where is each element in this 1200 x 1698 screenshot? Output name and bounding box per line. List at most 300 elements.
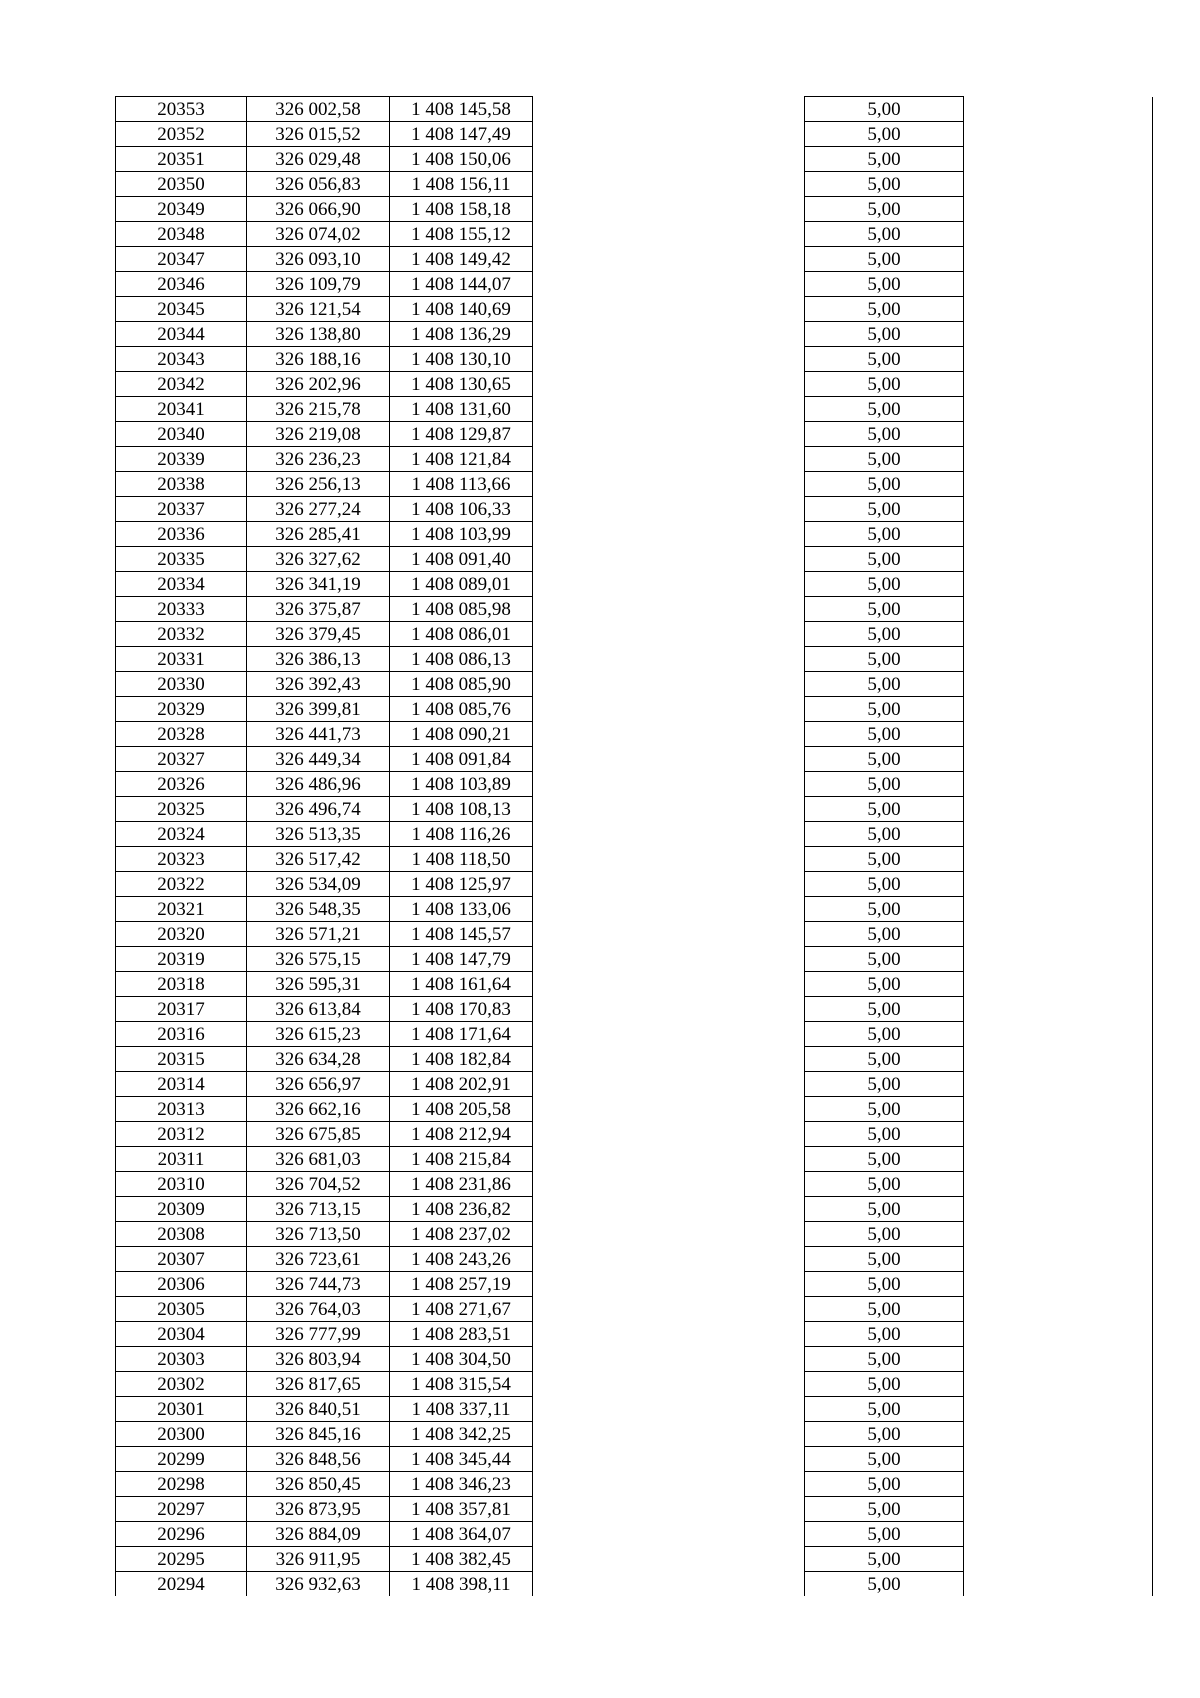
coordinate-x-cell: 326 845,16 [247,1422,390,1447]
coordinate-y-cell: 1 408 150,06 [390,147,533,172]
point-number-cell: 20333 [116,597,247,622]
value-cell: 5,00 [805,1247,964,1272]
empty-cell [964,1372,1153,1397]
coordinate-x-cell: 326 571,21 [247,922,390,947]
table-row [116,672,1153,697]
coordinate-y-cell: 1 408 315,54 [390,1372,533,1397]
empty-cell [964,1247,1153,1272]
empty-cell [964,747,1153,772]
empty-cell [533,647,805,672]
value-cell: 5,00 [805,1272,964,1297]
empty-cell [964,797,1153,822]
point-number-cell: 20318 [116,972,247,997]
value-cell: 5,00 [805,772,964,797]
empty-cell [533,247,805,272]
point-number-cell: 20329 [116,697,247,722]
value-cell: 5,00 [805,1397,964,1422]
empty-cell [533,1122,805,1147]
table-row [116,272,1153,297]
coordinate-y-cell: 1 408 090,21 [390,722,533,747]
coordinate-x-cell: 326 681,03 [247,1147,390,1172]
table-row [116,1522,1153,1547]
coordinate-x-cell: 326 840,51 [247,1397,390,1422]
coordinate-y-cell: 1 408 145,58 [390,97,533,122]
value-cell: 5,00 [805,272,964,297]
empty-cell [533,172,805,197]
empty-cell [533,847,805,872]
coordinate-y-cell: 1 408 171,64 [390,1022,533,1047]
coordinate-y-cell: 1 408 108,13 [390,797,533,822]
coordinate-y-cell: 1 408 205,58 [390,1097,533,1122]
empty-cell [964,1497,1153,1522]
empty-cell [964,372,1153,397]
table-row [116,372,1153,397]
coordinate-y-cell: 1 408 215,84 [390,1147,533,1172]
coordinate-x-cell: 326 713,15 [247,1197,390,1222]
empty-cell [964,947,1153,972]
coordinate-x-cell: 326 662,16 [247,1097,390,1122]
table-row [116,572,1153,597]
coordinate-y-cell: 1 408 086,01 [390,622,533,647]
empty-cell [533,1347,805,1372]
value-cell: 5,00 [805,572,964,597]
table-row [116,1372,1153,1397]
empty-cell [533,197,805,222]
coordinate-x-cell: 326 575,15 [247,947,390,972]
empty-cell [964,1197,1153,1222]
table-row [116,222,1153,247]
empty-cell [964,672,1153,697]
table-row [116,872,1153,897]
value-cell: 5,00 [805,422,964,447]
empty-cell [533,822,805,847]
coordinate-y-cell: 1 408 118,50 [390,847,533,872]
value-cell: 5,00 [805,797,964,822]
empty-cell [533,747,805,772]
coordinate-y-cell: 1 408 085,98 [390,597,533,622]
table-row [116,897,1153,922]
coordinate-x-cell: 326 723,61 [247,1247,390,1272]
coordinate-x-cell: 326 441,73 [247,722,390,747]
coordinate-x-cell: 326 066,90 [247,197,390,222]
empty-cell [964,472,1153,497]
coordinate-x-cell: 326 873,95 [247,1497,390,1522]
point-number-cell: 20311 [116,1147,247,1172]
coordinate-x-cell: 326 513,35 [247,822,390,847]
table-row [116,697,1153,722]
empty-cell [964,1397,1153,1422]
coordinate-x-cell: 326 375,87 [247,597,390,622]
table-row [116,1197,1153,1222]
point-number-cell: 20294 [116,1572,247,1597]
point-number-cell: 20326 [116,772,247,797]
point-number-cell: 20339 [116,447,247,472]
table-row [116,797,1153,822]
point-number-cell: 20325 [116,797,247,822]
empty-cell [964,322,1153,347]
value-cell: 5,00 [805,922,964,947]
empty-cell [964,872,1153,897]
coordinate-x-cell: 326 803,94 [247,1347,390,1372]
coordinate-x-cell: 326 850,45 [247,1472,390,1497]
point-number-cell: 20317 [116,997,247,1022]
coordinate-y-cell: 1 408 091,40 [390,547,533,572]
coordinate-x-cell: 326 595,31 [247,972,390,997]
value-cell: 5,00 [805,1147,964,1172]
empty-cell [533,1197,805,1222]
point-number-cell: 20319 [116,947,247,972]
table-row [116,847,1153,872]
value-cell: 5,00 [805,397,964,422]
point-number-cell: 20298 [116,1472,247,1497]
value-cell: 5,00 [805,97,964,122]
empty-cell [964,1222,1153,1247]
table-row [116,122,1153,147]
point-number-cell: 20346 [116,272,247,297]
empty-cell [533,1222,805,1247]
coordinate-y-cell: 1 408 113,66 [390,472,533,497]
table-row [116,747,1153,772]
empty-cell [964,1547,1153,1572]
empty-cell [964,647,1153,672]
coordinate-y-cell: 1 408 156,11 [390,172,533,197]
coordinate-x-cell: 326 341,19 [247,572,390,597]
empty-cell [533,497,805,522]
coordinate-y-cell: 1 408 182,84 [390,1047,533,1072]
coordinate-y-cell: 1 408 147,79 [390,947,533,972]
table-row [116,622,1153,647]
point-number-cell: 20320 [116,922,247,947]
point-number-cell: 20324 [116,822,247,847]
table-row [116,472,1153,497]
value-cell: 5,00 [805,1572,964,1597]
empty-cell [533,972,805,997]
coordinate-x-cell: 326 486,96 [247,772,390,797]
table-row [116,522,1153,547]
empty-cell [533,772,805,797]
value-cell: 5,00 [805,322,964,347]
point-number-cell: 20309 [116,1197,247,1222]
point-number-cell: 20297 [116,1497,247,1522]
coordinate-x-cell: 326 884,09 [247,1522,390,1547]
value-cell: 5,00 [805,222,964,247]
coordinate-y-cell: 1 408 155,12 [390,222,533,247]
empty-cell [533,1047,805,1072]
empty-cell [964,497,1153,522]
value-cell: 5,00 [805,197,964,222]
table-row [116,647,1153,672]
point-number-cell: 20331 [116,647,247,672]
point-number-cell: 20299 [116,1447,247,1472]
table-row [116,1022,1153,1047]
coordinate-x-cell: 326 236,23 [247,447,390,472]
empty-cell [533,672,805,697]
table-row [116,1147,1153,1172]
value-cell: 5,00 [805,947,964,972]
empty-cell [533,1172,805,1197]
empty-cell [533,272,805,297]
empty-cell [533,572,805,597]
coordinate-y-cell: 1 408 271,67 [390,1297,533,1322]
coordinate-y-cell: 1 408 236,82 [390,1197,533,1222]
table-row [116,1397,1153,1422]
empty-cell [533,1072,805,1097]
coordinate-x-cell: 326 613,84 [247,997,390,1022]
empty-cell [533,322,805,347]
table-row [116,997,1153,1022]
value-cell: 5,00 [805,822,964,847]
empty-cell [533,1447,805,1472]
empty-cell [964,572,1153,597]
coordinate-y-cell: 1 408 202,91 [390,1072,533,1097]
table-row [116,772,1153,797]
empty-cell [964,422,1153,447]
point-number-cell: 20337 [116,497,247,522]
coordinate-y-cell: 1 408 398,11 [390,1572,533,1597]
table-row [116,397,1153,422]
point-number-cell: 20313 [116,1097,247,1122]
point-number-cell: 20307 [116,1247,247,1272]
empty-cell [533,347,805,372]
value-cell: 5,00 [805,1222,964,1247]
point-number-cell: 20316 [116,1022,247,1047]
table-row [116,1247,1153,1272]
point-number-cell: 20352 [116,122,247,147]
point-number-cell: 20327 [116,747,247,772]
table-row [116,97,1153,122]
point-number-cell: 20314 [116,1072,247,1097]
coordinate-x-cell: 326 656,97 [247,1072,390,1097]
empty-cell [533,447,805,472]
value-cell: 5,00 [805,722,964,747]
value-cell: 5,00 [805,997,964,1022]
table-row [116,1122,1153,1147]
coordinate-y-cell: 1 408 147,49 [390,122,533,147]
value-cell: 5,00 [805,147,964,172]
empty-cell [533,622,805,647]
table-row [116,547,1153,572]
empty-cell [964,822,1153,847]
empty-cell [964,1322,1153,1347]
table-row [116,147,1153,172]
table-row [116,1547,1153,1572]
empty-cell [964,997,1153,1022]
value-cell: 5,00 [805,472,964,497]
point-number-cell: 20344 [116,322,247,347]
value-cell: 5,00 [805,1022,964,1047]
empty-cell [964,1422,1153,1447]
empty-cell [533,1522,805,1547]
value-cell: 5,00 [805,1322,964,1347]
empty-cell [533,397,805,422]
table-row [116,1447,1153,1472]
point-number-cell: 20341 [116,397,247,422]
point-number-cell: 20304 [116,1322,247,1347]
coordinate-x-cell: 326 911,95 [247,1547,390,1572]
value-cell: 5,00 [805,1172,964,1197]
coordinate-x-cell: 326 327,62 [247,547,390,572]
point-number-cell: 20348 [116,222,247,247]
coordinate-y-cell: 1 408 103,89 [390,772,533,797]
table-row [116,1347,1153,1372]
empty-cell [533,997,805,1022]
table-row [116,722,1153,747]
coordinate-y-cell: 1 408 131,60 [390,397,533,422]
coordinate-x-cell: 326 219,08 [247,422,390,447]
value-cell: 5,00 [805,497,964,522]
value-cell: 5,00 [805,1497,964,1522]
coordinate-x-cell: 326 399,81 [247,697,390,722]
point-number-cell: 20302 [116,1372,247,1397]
point-number-cell: 20340 [116,422,247,447]
coordinate-y-cell: 1 408 116,26 [390,822,533,847]
table-row [116,1497,1153,1522]
value-cell: 5,00 [805,847,964,872]
value-cell: 5,00 [805,1522,964,1547]
coordinate-y-cell: 1 408 130,65 [390,372,533,397]
value-cell: 5,00 [805,1472,964,1497]
table-row [116,1047,1153,1072]
value-cell: 5,00 [805,1047,964,1072]
point-number-cell: 20300 [116,1422,247,1447]
empty-cell [533,1472,805,1497]
point-number-cell: 20332 [116,622,247,647]
empty-cell [533,1572,805,1597]
value-cell: 5,00 [805,1447,964,1472]
coordinate-y-cell: 1 408 231,86 [390,1172,533,1197]
empty-cell [533,297,805,322]
coordinate-x-cell: 326 138,80 [247,322,390,347]
empty-cell [964,722,1153,747]
point-number-cell: 20351 [116,147,247,172]
empty-cell [964,122,1153,147]
coordinate-y-cell: 1 408 304,50 [390,1347,533,1372]
point-number-cell: 20343 [116,347,247,372]
value-cell: 5,00 [805,1197,964,1222]
value-cell: 5,00 [805,447,964,472]
table-row [116,822,1153,847]
coordinate-y-cell: 1 408 283,51 [390,1322,533,1347]
empty-cell [964,1472,1153,1497]
empty-cell [964,1297,1153,1322]
coordinate-y-cell: 1 408 342,25 [390,1422,533,1447]
empty-cell [964,1122,1153,1147]
value-cell: 5,00 [805,672,964,697]
empty-cell [964,847,1153,872]
coordinate-y-cell: 1 408 237,02 [390,1222,533,1247]
coordinate-x-cell: 326 449,34 [247,747,390,772]
coordinate-y-cell: 1 408 357,81 [390,1497,533,1522]
value-cell: 5,00 [805,1097,964,1122]
coordinate-x-cell: 326 256,13 [247,472,390,497]
table-row [116,1572,1153,1597]
empty-cell [533,547,805,572]
coordinate-y-cell: 1 408 257,19 [390,1272,533,1297]
coordinate-x-cell: 326 202,96 [247,372,390,397]
point-number-cell: 20342 [116,372,247,397]
table-row [116,1097,1153,1122]
point-number-cell: 20322 [116,872,247,897]
empty-cell [964,297,1153,322]
point-number-cell: 20295 [116,1547,247,1572]
empty-cell [533,722,805,747]
coordinate-x-cell: 326 744,73 [247,1272,390,1297]
value-cell: 5,00 [805,1372,964,1397]
empty-cell [964,547,1153,572]
coordinate-x-cell: 326 074,02 [247,222,390,247]
table-row [116,1422,1153,1447]
value-cell: 5,00 [805,247,964,272]
table-row [116,1322,1153,1347]
empty-cell [964,272,1153,297]
coordinate-x-cell: 326 015,52 [247,122,390,147]
empty-cell [533,1097,805,1122]
empty-cell [964,1347,1153,1372]
point-number-cell: 20305 [116,1297,247,1322]
coordinate-y-cell: 1 408 130,10 [390,347,533,372]
empty-cell [533,472,805,497]
coordinate-x-cell: 326 713,50 [247,1222,390,1247]
coordinate-x-cell: 326 002,58 [247,97,390,122]
coordinate-y-cell: 1 408 364,07 [390,1522,533,1547]
coordinate-y-cell: 1 408 085,76 [390,697,533,722]
empty-cell [533,147,805,172]
point-number-cell: 20334 [116,572,247,597]
empty-cell [964,347,1153,372]
table-row [116,497,1153,522]
empty-cell [533,1547,805,1572]
point-number-cell: 20296 [116,1522,247,1547]
coordinate-x-cell: 326 379,45 [247,622,390,647]
value-cell: 5,00 [805,897,964,922]
point-number-cell: 20347 [116,247,247,272]
empty-cell [533,1147,805,1172]
coordinate-x-cell: 326 777,99 [247,1322,390,1347]
value-cell: 5,00 [805,122,964,147]
coordinate-y-cell: 1 408 129,87 [390,422,533,447]
point-number-cell: 20310 [116,1172,247,1197]
empty-cell [533,97,805,122]
value-cell: 5,00 [805,547,964,572]
point-number-cell: 20349 [116,197,247,222]
empty-cell [964,622,1153,647]
point-number-cell: 20328 [116,722,247,747]
empty-cell [964,522,1153,547]
value-cell: 5,00 [805,297,964,322]
point-number-cell: 20308 [116,1222,247,1247]
point-number-cell: 20301 [116,1397,247,1422]
coordinate-x-cell: 326 188,16 [247,347,390,372]
empty-cell [533,522,805,547]
table-row [116,347,1153,372]
coordinate-x-cell: 326 277,24 [247,497,390,522]
coordinate-x-cell: 326 817,65 [247,1372,390,1397]
table-row [116,972,1153,997]
empty-cell [964,97,1153,122]
coordinate-x-cell: 326 932,63 [247,1572,390,1597]
coordinate-y-cell: 1 408 136,29 [390,322,533,347]
point-number-cell: 20345 [116,297,247,322]
point-number-cell: 20335 [116,547,247,572]
coordinate-x-cell: 326 764,03 [247,1297,390,1322]
empty-cell [533,1247,805,1272]
coordinate-y-cell: 1 408 346,23 [390,1472,533,1497]
point-number-cell: 20336 [116,522,247,547]
empty-cell [964,1272,1153,1297]
empty-cell [964,1447,1153,1472]
point-number-cell: 20306 [116,1272,247,1297]
point-number-cell: 20323 [116,847,247,872]
